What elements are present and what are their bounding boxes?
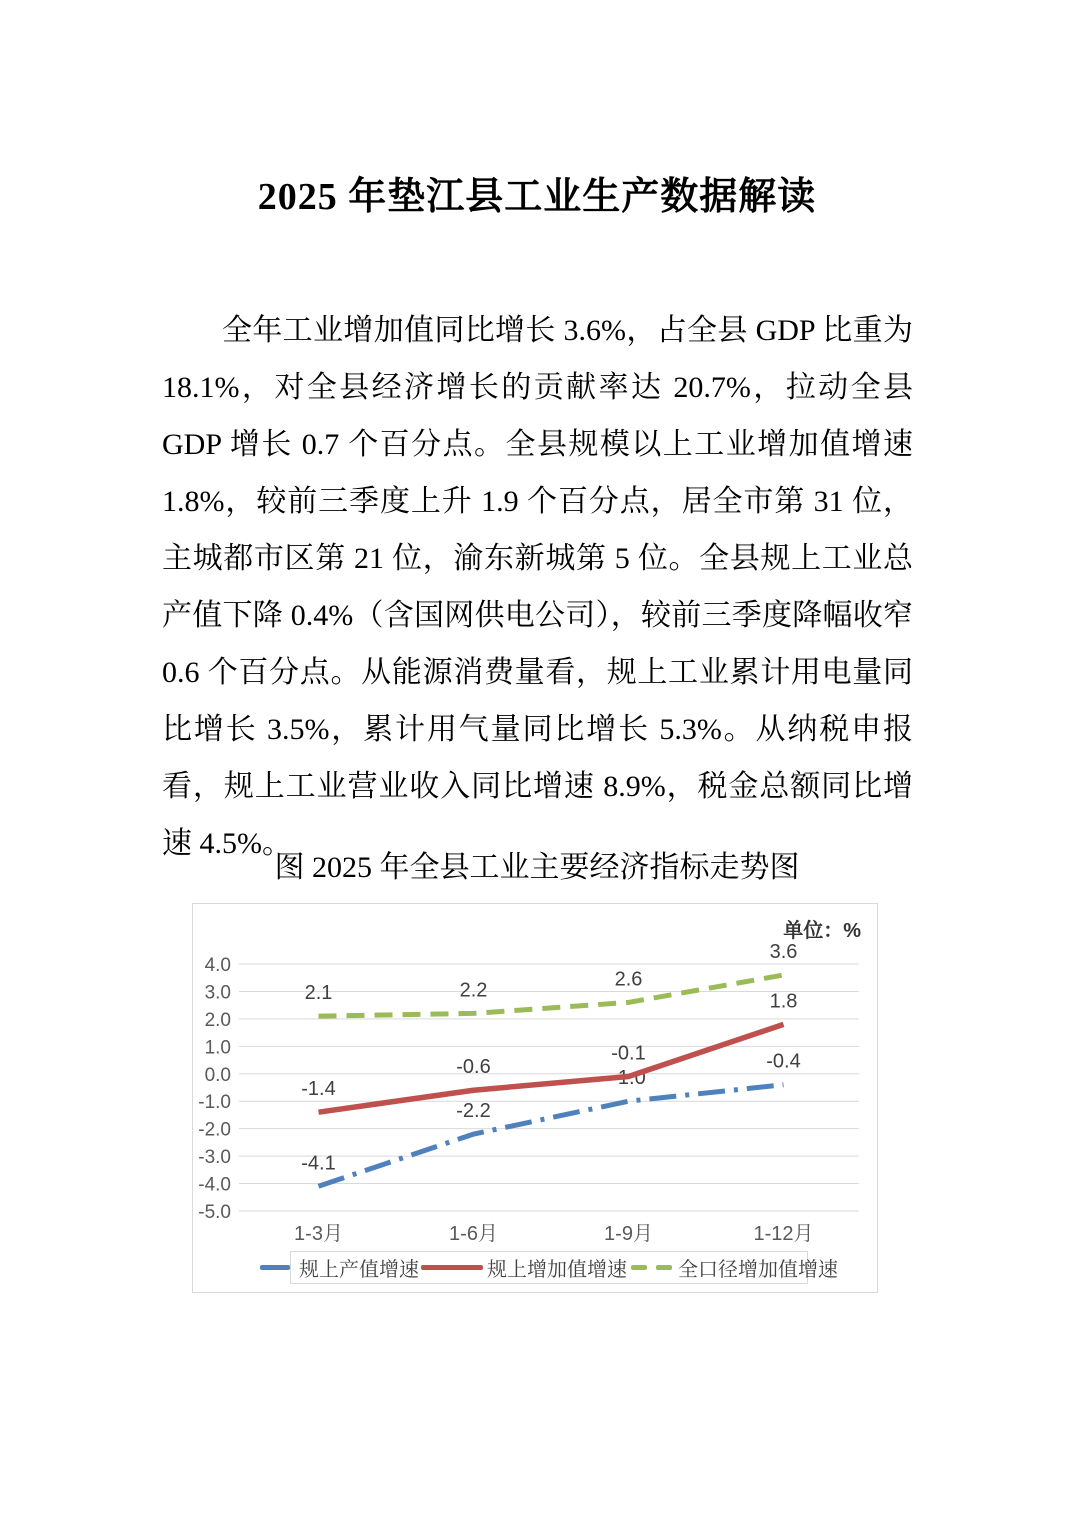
legend-item-output-growth — [260, 1253, 419, 1282]
svg-text:-5.0: -5.0 — [198, 1201, 231, 1223]
svg-text:-3.0: -3.0 — [198, 1147, 231, 1169]
legend-dashed-line-icon — [631, 1265, 647, 1270]
svg-text:2.6: 2.6 — [614, 968, 643, 991]
svg-text:-4.0: -4.0 — [198, 1174, 231, 1196]
svg-text:3.6: 3.6 — [769, 940, 798, 963]
legend-label: 规上增加值增速 — [487, 1259, 627, 1281]
svg-text:2.2: 2.2 — [459, 979, 488, 1002]
chart-legend — [290, 1251, 838, 1284]
legend-solid-line-icon — [421, 1265, 483, 1270]
svg-text:-4.1: -4.1 — [301, 1152, 336, 1175]
svg-text:-1.0: -1.0 — [611, 1067, 646, 1090]
svg-text:-0.1: -0.1 — [611, 1042, 646, 1065]
chart-unit-label: 单位：% — [783, 920, 861, 942]
trend-chart-panel — [192, 903, 878, 1293]
trend-chart-canvas — [193, 904, 877, 1292]
svg-text:-0.6: -0.6 — [456, 1056, 491, 1079]
svg-text:-2.2: -2.2 — [456, 1100, 491, 1123]
figure-caption: 图 2025 年全县工业主要经济指标走势图 — [274, 851, 800, 884]
svg-text:2.1: 2.1 — [304, 982, 333, 1005]
svg-text:-1.0: -1.0 — [198, 1092, 231, 1114]
svg-text:0.0: 0.0 — [204, 1064, 231, 1086]
svg-text:1.0: 1.0 — [204, 1037, 231, 1059]
legend-label: 全口径增加值增速 — [678, 1259, 838, 1281]
svg-text:2.0: 2.0 — [204, 1009, 231, 1031]
legend-dashed-line-icon — [656, 1265, 672, 1270]
svg-text:4.0: 4.0 — [204, 955, 231, 976]
body-paragraph: 全年工业增加值同比增长 3.6%，占全县 GDP 比重为 18.1%，对全县经济增长的贡献率达 20.7%，拉动全县 GDP 增长 0.7 个百分点。全县规模以上工业增加值增速 1.8%，较前三季度上升 1.9 个百分点，居全市第 31 位，主城都市区第 21 位，渝东新城第 5 位。全县规上工业总产值下降 0.4%（含国网供电公司），较前三季度降幅收窄 0.6 个百分点。从能源消费量看，规上工业累计用电量同比增长 3.5%，累计用气量同比增长 5.3%。从纳税申报看，规上工业营业收入同比增速 8.9%，税金总额同比增速 4.5%。 — [162, 314, 913, 860]
svg-text:3.0: 3.0 — [204, 982, 231, 1004]
page-title: 2025 年垫江县工业生产数据解读 — [257, 176, 817, 219]
legend-dashdot-line-icon — [260, 1265, 290, 1270]
svg-text:-0.4: -0.4 — [766, 1050, 801, 1073]
svg-text:1-9月: 1-9月 — [604, 1223, 653, 1245]
legend-label: 规上产值增速 — [299, 1259, 419, 1281]
svg-text:-1.4: -1.4 — [301, 1078, 336, 1101]
legend-item-added-value-growth — [419, 1253, 627, 1282]
svg-text:1-12月: 1-12月 — [753, 1223, 814, 1245]
legend-item-full-scope-growth — [627, 1253, 838, 1282]
svg-text:1-3月: 1-3月 — [294, 1223, 343, 1245]
svg-text:1-6月: 1-6月 — [449, 1223, 498, 1245]
svg-text:-2.0: -2.0 — [198, 1119, 231, 1141]
svg-text:1.8: 1.8 — [769, 990, 798, 1013]
